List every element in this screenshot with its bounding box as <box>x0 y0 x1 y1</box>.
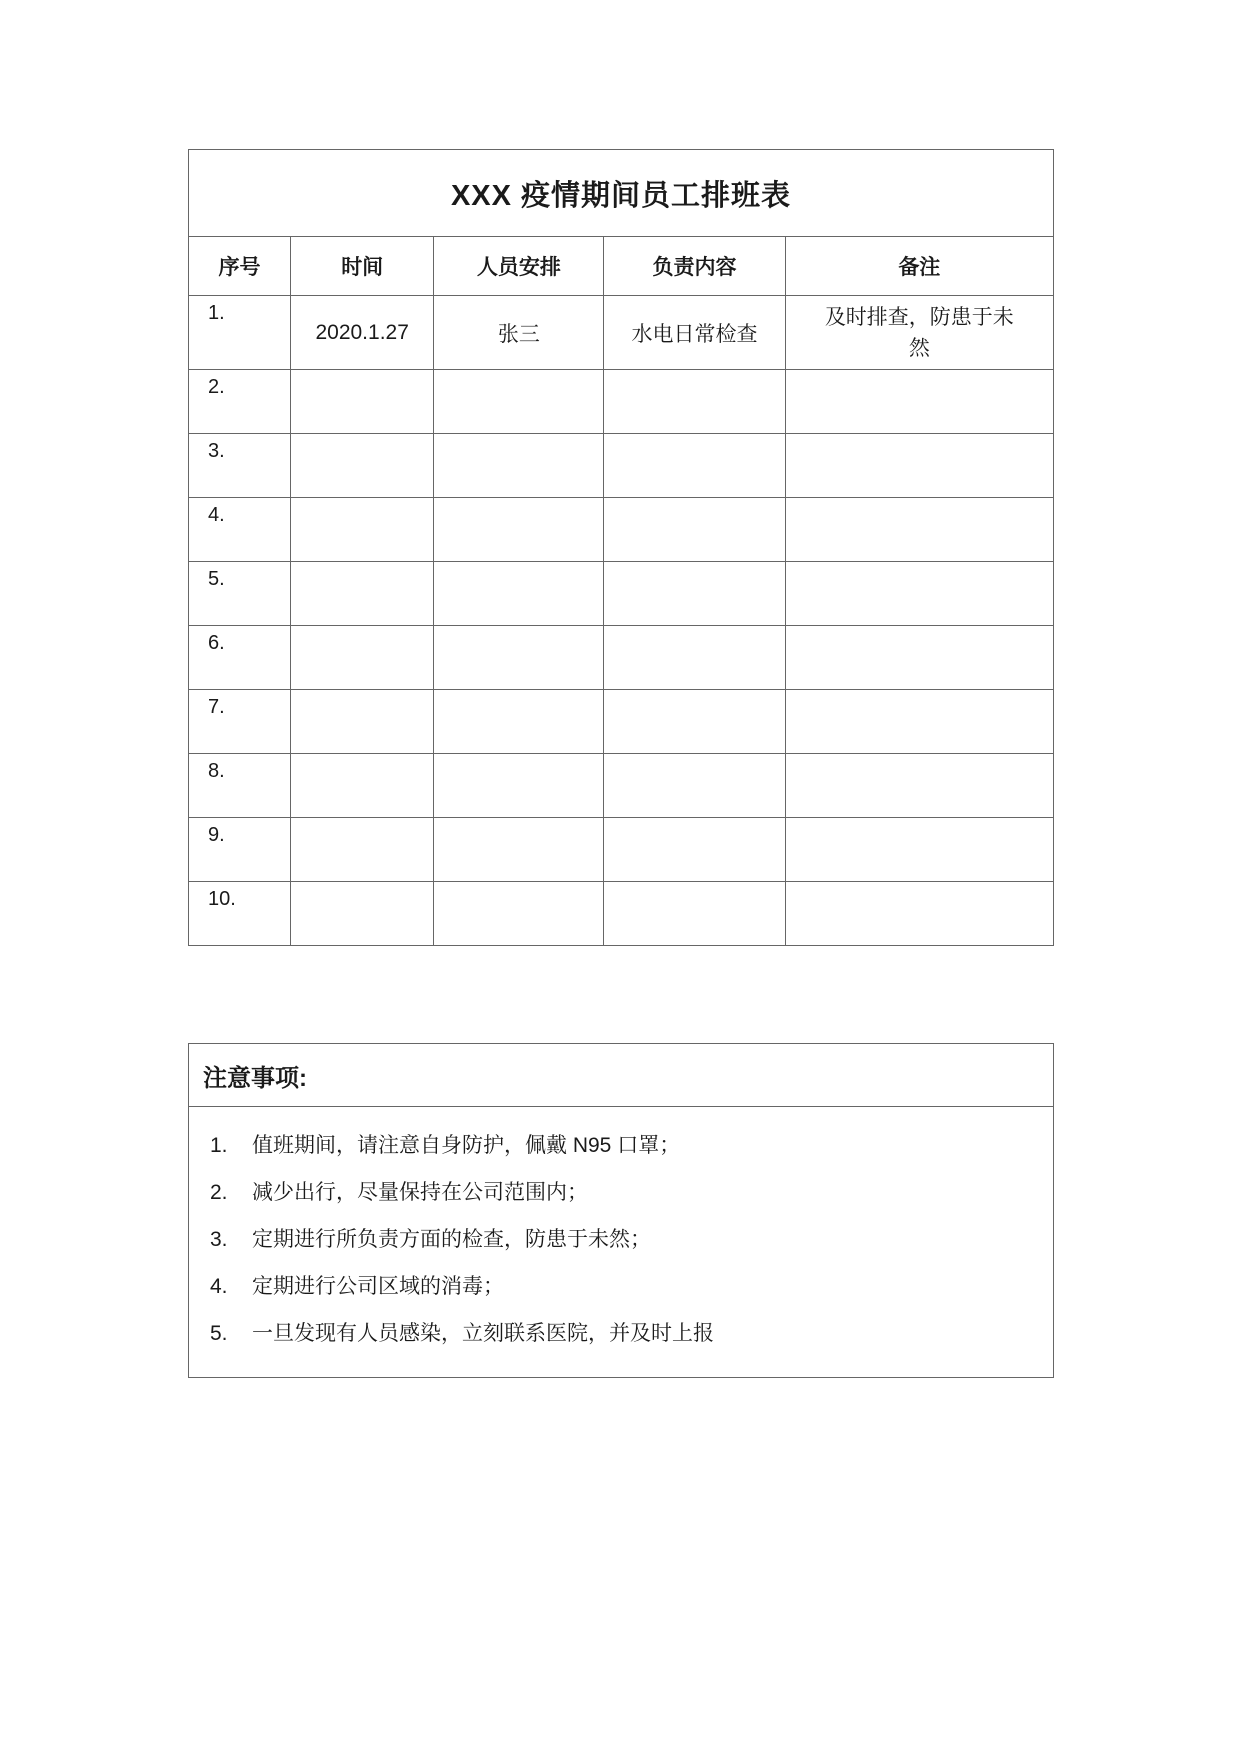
table-row <box>189 296 1054 370</box>
cell-index: 9. <box>189 818 291 882</box>
column-header-time: 时间 <box>291 237 434 296</box>
cell-index: 5. <box>189 562 291 626</box>
note-item <box>210 1270 1043 1303</box>
cell-time <box>291 370 434 434</box>
cell-person <box>434 562 604 626</box>
shift-schedule-table <box>188 149 1054 946</box>
cell-remark <box>785 562 1053 626</box>
cell-duty <box>604 370 785 434</box>
note-item-number: 3. <box>210 1228 228 1251</box>
cell-duty <box>604 818 785 882</box>
table-row <box>189 818 1054 882</box>
table-row <box>189 690 1054 754</box>
note-item <box>210 1317 1043 1350</box>
cell-remark <box>785 754 1053 818</box>
cell-duty <box>604 882 785 946</box>
table-row <box>189 626 1054 690</box>
table-row <box>189 562 1054 626</box>
cell-remark <box>785 434 1053 498</box>
cell-time: 2020.1.27 <box>291 296 434 370</box>
cell-time <box>291 562 434 626</box>
note-item-number: 5. <box>210 1322 228 1345</box>
cell-index: 7. <box>189 690 291 754</box>
cell-index: 1. <box>189 296 291 370</box>
cell-time <box>291 626 434 690</box>
column-header-duty: 负责内容 <box>604 237 785 296</box>
cell-duty: 水电日常检查 <box>604 296 785 370</box>
cell-remark <box>785 882 1053 946</box>
note-item-number: 1. <box>210 1134 228 1157</box>
notes-body-row <box>189 1107 1054 1378</box>
table-row <box>189 370 1054 434</box>
cell-time <box>291 818 434 882</box>
note-item <box>210 1129 1043 1162</box>
cell-index: 10. <box>189 882 291 946</box>
cell-person <box>434 370 604 434</box>
cell-index: 8. <box>189 754 291 818</box>
column-header-index: 序号 <box>189 237 291 296</box>
cell-time <box>291 690 434 754</box>
cell-duty <box>604 498 785 562</box>
cell-time <box>291 754 434 818</box>
column-header-remark: 备注 <box>785 237 1053 296</box>
note-item-text: 定期进行所负责方面的检查，防患于未然； <box>252 1228 651 1251</box>
note-item-text: 定期进行公司区域的消毒； <box>252 1275 504 1298</box>
cell-remark <box>785 690 1053 754</box>
cell-time <box>291 434 434 498</box>
table-row <box>189 754 1054 818</box>
cell-person: 张三 <box>434 296 604 370</box>
cell-remark <box>785 498 1053 562</box>
note-item <box>210 1176 1043 1209</box>
table-row <box>189 498 1054 562</box>
cell-duty <box>604 754 785 818</box>
cell-duty <box>604 626 785 690</box>
cell-remark <box>785 370 1053 434</box>
note-item-number: 2. <box>210 1181 228 1204</box>
notes-section <box>188 1043 1054 1378</box>
cell-person <box>434 626 604 690</box>
cell-duty <box>604 562 785 626</box>
column-header-person: 人员安排 <box>434 237 604 296</box>
cell-person <box>434 690 604 754</box>
column-header-row <box>189 237 1054 296</box>
notes-list <box>189 1107 1054 1378</box>
cell-duty <box>604 690 785 754</box>
note-item-text: 一旦发现有人员感染，立刻联系医院，并及时上报 <box>252 1322 714 1345</box>
cell-index: 6. <box>189 626 291 690</box>
cell-time <box>291 498 434 562</box>
cell-remark: 及时排查，防患于未然 <box>785 296 1053 370</box>
note-item <box>210 1223 1043 1256</box>
cell-index: 4. <box>189 498 291 562</box>
cell-person <box>434 818 604 882</box>
cell-person <box>434 498 604 562</box>
cell-person <box>434 434 604 498</box>
cell-remark <box>785 626 1053 690</box>
cell-index: 3. <box>189 434 291 498</box>
title-row <box>189 150 1054 237</box>
page-title: XXX 疫情期间员工排班表 <box>189 150 1054 237</box>
table-row <box>189 434 1054 498</box>
table-row <box>189 882 1054 946</box>
cell-person <box>434 754 604 818</box>
cell-time <box>291 882 434 946</box>
note-item-text: 值班期间，请注意自身防护，佩戴 N95 口罩； <box>252 1134 681 1157</box>
notes-header-row <box>189 1044 1054 1107</box>
cell-remark <box>785 818 1053 882</box>
note-item-number: 4. <box>210 1275 228 1298</box>
notes-title: 注意事项: <box>189 1044 1054 1107</box>
cell-person <box>434 882 604 946</box>
cell-duty <box>604 434 785 498</box>
cell-index: 2. <box>189 370 291 434</box>
note-item-text: 减少出行，尽量保持在公司范围内； <box>252 1181 588 1204</box>
